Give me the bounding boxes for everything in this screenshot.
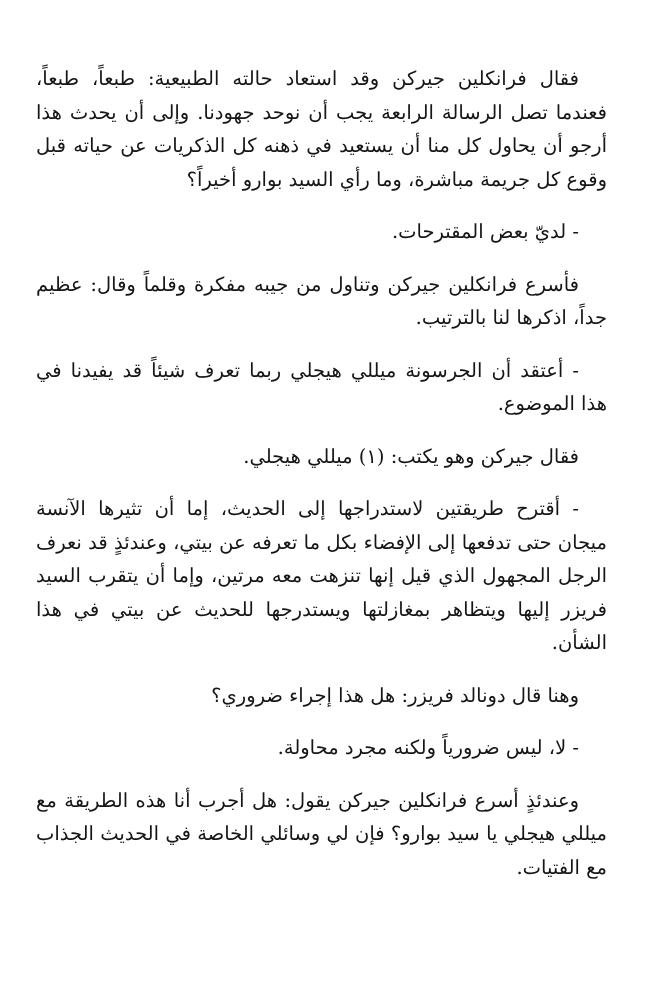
paragraph-2: - لديّ بعض المقترحات.: [391, 220, 579, 243]
paragraph-6: - أقترح طريقتين لاستدراجها إلى الحديث، إما أن تثيرها الآنسة ميجان حتى تدفعها إلى الإفضاء بكل ما تعرفه عن بيتي، وعندئذٍ قد نعرف الرجل المجهول الذي قيل إنها تنزهت معه مرتين، وإما أن يتقرب السيد فريزر إليها ويتظاهر بمغازلتها ويستدرجها للحديث عن بيتي في هذا الشأن.: [36, 497, 607, 654]
paragraph-8: - لا، ليس ضرورياً ولكنه مجرد محاولة.: [277, 736, 579, 759]
paragraph-9: وعندئذٍ أسرع فرانكلين جيركن يقول: هل أجرب أنا هذه الطريقة مع ميللي هيجلي يا سيد بوارو؟ فإن لي وسائلي الخاصة في الحديث الجذاب مع الفتيات.: [36, 788, 607, 879]
paragraph-5: فقال جيركن وهو يكتب: (١) ميللي هيجلي.: [243, 444, 579, 468]
paragraph-1: فقال فرانكلين جيركن وقد استعاد حالته الطبيعية: طبعاً، طبعاً، فعندما تصل الرسالة الرابعة يجب أن نوحد جهودنا. وإلى أن يحدث هذا أرجو أن يحاول كل منا أن يستعيد في ذهنه كل الذكريات عن حياته قبل وقوع كل جريمة مباشرة، وما رأي السيد بوارو أخيراً؟: [36, 67, 607, 191]
paragraph-4: - أعتقد أن الجرسونة ميللي هيجلي ربما تعرف شيئاً قد يفيدنا في هذا الموضوع.: [36, 358, 607, 415]
paragraph-3: فأسرع فرانكلين جيركن وتناول من جيبه مفكرة وقلماً وقال: عظيم جداً، اذكرها لنا بالترتيب.: [36, 272, 607, 329]
paragraph-7: وهنا قال دونالد فريزر: هل هذا إجراء ضروري؟: [211, 683, 579, 707]
